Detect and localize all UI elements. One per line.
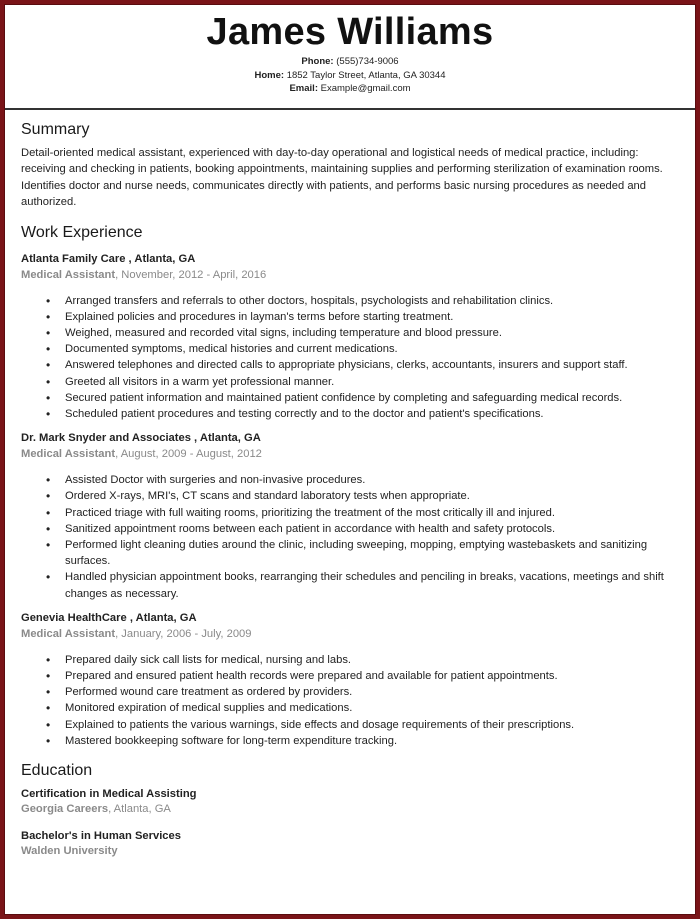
phone-value: (555)734-9006 (336, 56, 399, 67)
duty-item: • Sanitized appointment rooms between each patient in accordance with health and safety protocols. (46, 521, 680, 537)
home-label: Home: (254, 69, 285, 81)
job-entry (21, 610, 680, 749)
school-location: , Atlanta, GA (108, 802, 171, 815)
school-line (21, 802, 680, 817)
job-duties (21, 652, 680, 749)
job-dates: , November, 2012 - April, 2016 (115, 268, 267, 281)
duty-item: • Weighed, measured and recorded vital signs, including temperature and blood pressure. (46, 325, 680, 341)
duty-item: • Prepared and ensured patient health records were prepared and available for patient appointments. (46, 668, 680, 684)
duty-item: • Greeted all visitors in a warm yet professional manner. (46, 374, 680, 390)
job-employer: Genevia HealthCare , Atlanta, GA (21, 611, 197, 624)
phone-label: Phone: (301, 56, 334, 67)
home-line (5, 69, 695, 83)
duty-item: • Mastered bookkeeping software for long-term expenditure tracking. (46, 733, 680, 749)
job-role: Medical Assistant (21, 268, 116, 281)
header-divider (5, 108, 695, 110)
school-name: Walden University (21, 844, 118, 857)
degree-title: Certification in Medical Assisting (21, 787, 197, 800)
duty-item: • Explained to patients the various warnings, side effects and dosage requirements of their prescriptions. (46, 717, 680, 733)
duty-item: • Documented symptoms, medical histories and current medications. (46, 341, 680, 357)
duty-item: • Answered telephones and directed calls to appropriate physicians, clerks, accountants, insurers and support staff. (46, 357, 680, 373)
resume-header (5, 9, 695, 96)
job-dates: , January, 2006 - July, 2009 (115, 627, 252, 640)
job-role-line (21, 626, 680, 642)
job-duties (21, 293, 680, 423)
job-duties (21, 472, 680, 602)
duty-item: • Scheduled patient procedures and testing correctly and to the doctor and patient's specifications. (46, 406, 680, 422)
work-experience-heading: Work Experience (21, 223, 143, 241)
education-entry (21, 829, 680, 859)
duty-item: • Handled physician appointment books, rearranging their schedules and penciling in breaks, vacations, meetings and shift changes as necessary. (46, 569, 680, 601)
summary-text: Detail-oriented medical assistant, experienced with day-to-day operational and logistical needs of medical practice, including: receiving and checking in patients, booking appointments, maintaining supplies and performing sterilization of examination rooms. Identifies doctor and nurse needs, communicates directly with patients, and performs basic nursing procedures as needed and authorized. (21, 146, 663, 208)
duty-item: • Monitored expiration of medical supplies and medications. (46, 700, 680, 716)
education-heading: Education (21, 761, 93, 779)
job-dates: , August, 2009 - August, 2012 (115, 448, 262, 461)
duty-item: • Practiced triage with full waiting rooms, prioritizing the treatment of the most critically ill and injured. (46, 505, 680, 521)
job-entry (21, 430, 680, 602)
home-value: 1852 Taylor Street, Atlanta, GA 30344 (286, 69, 446, 81)
duty-item: • Ordered X-rays, MRI's, CT scans and standard laboratory tests when appropriate. (46, 488, 680, 504)
phone-line (5, 55, 695, 69)
duty-item: • Prepared daily sick call lists for medical, nursing and labs. (46, 652, 680, 668)
email-line (5, 82, 695, 96)
job-role: Medical Assistant (21, 627, 116, 640)
job-role-line (21, 267, 680, 283)
duty-item: • Performed light cleaning duties around the clinic, including sweeping, mopping, emptying wastebaskets and sanitizing surfaces. (46, 537, 680, 569)
job-role-line (21, 446, 680, 462)
duty-item: • Assisted Doctor with surgeries and non-invasive procedures. (46, 472, 680, 488)
job-entry (21, 251, 680, 423)
job-role: Medical Assistant (21, 448, 116, 461)
job-employer: Atlanta Family Care , Atlanta, GA (21, 252, 196, 265)
duty-item: • Arranged transfers and referrals to other doctors, hospitals, psychologists and rehabilitation clinics. (46, 293, 680, 309)
duty-item: • Performed wound care treatment as ordered by providers. (46, 684, 680, 700)
email-value: Example@gmail.com (320, 83, 411, 94)
school-name: Georgia Careers (21, 802, 109, 815)
education-entry (21, 787, 680, 817)
degree-title: Bachelor's in Human Services (21, 829, 181, 842)
email-label: Email: (289, 83, 318, 94)
school-line (21, 844, 680, 859)
resume-body (5, 120, 695, 859)
resume-page (4, 4, 696, 915)
summary-heading: Summary (21, 120, 90, 138)
duty-item: • Secured patient information and maintained patient confidence by completing and safeguarding medical records. (46, 390, 680, 406)
duty-item: • Explained policies and procedures in layman's terms before starting treatment. (46, 309, 680, 325)
job-employer: Dr. Mark Snyder and Associates , Atlanta, GA (21, 432, 261, 445)
candidate-name: James Williams (206, 11, 494, 53)
